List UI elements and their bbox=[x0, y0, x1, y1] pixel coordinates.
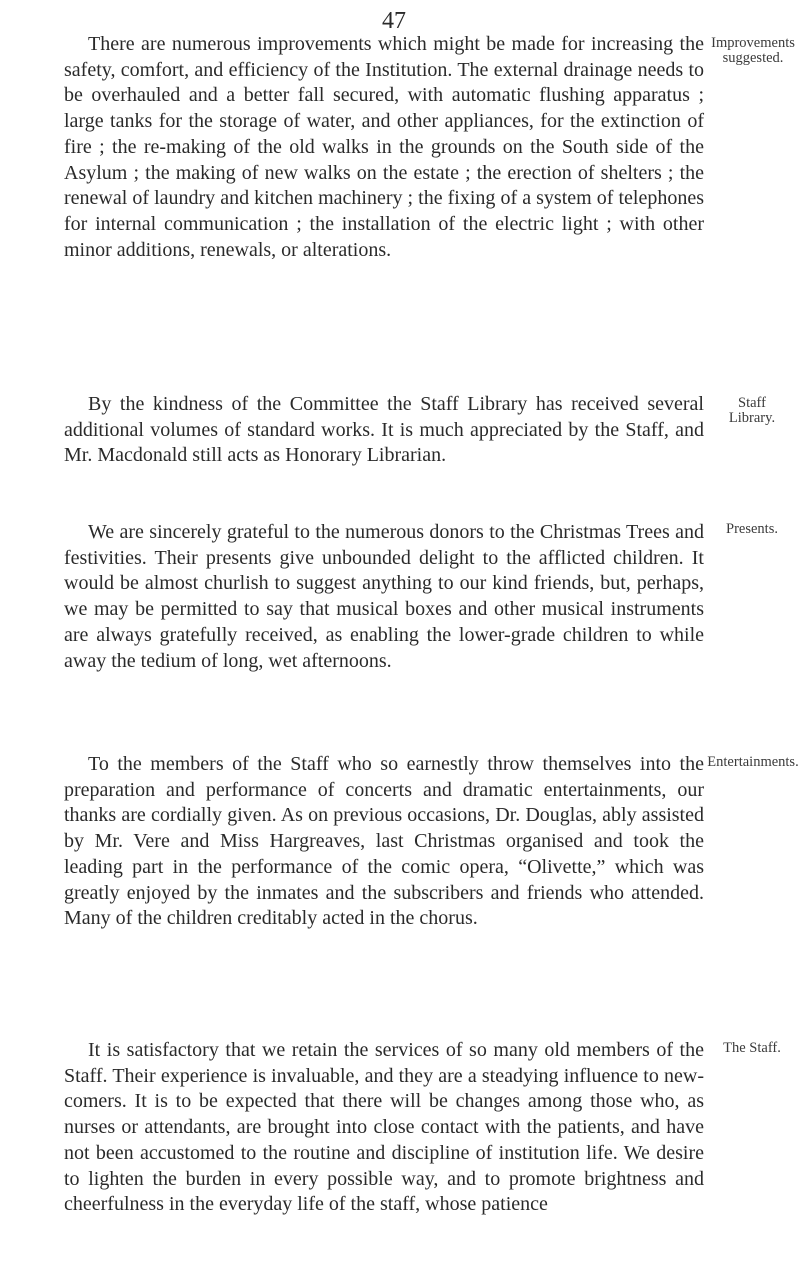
margin-note-entertainments: Entertainments. bbox=[707, 754, 799, 770]
paragraph-entertainments: To the members of the Staff who so earnestly throw themselves into the preparation and performance of concerts and dramatic entertainments, our thanks are cordially given. As on previous occasions, Dr. Douglas, ably assisted by Mr. Vere and Miss Hargreaves, last Christmas organised and took the leading part in the performance of the comic opera, “Olivette,” which was greatly enjoyed by the inmates and the subscribers and friends who attended. Many of the children creditably acted in the chorus. bbox=[64, 753, 704, 930]
paragraph-improvements: There are numerous improvements which might be made for increasing the safety, comfort, and efficiency of the Institution. The external drainage needs to be overhauled and a better fall secured, with automatic flushing apparatus ; large tanks for the storage of water, and other appliances, for the extinction of fire ; the re-making of the old walks in the grounds on the South side of the Asylum ; the making of new walks on the estate ; the erection of shelters ; the renewal of laundry and kitchen machinery ; the fixing of a system of telephones for internal communication ; the installation of the electric light ; with other minor additions, renewals, or alterations. bbox=[64, 33, 704, 261]
page-number: 47 bbox=[382, 8, 406, 34]
margin-note-presents: Presents. bbox=[726, 521, 778, 537]
paragraph-the-staff: It is satisfactory that we retain the services of so many old members of the Staff. Their experience is invaluable, and they are a steadying influence to new-comers. It is to be expected that there will be changes among those who, as nurses or attendants, are brought into close contact with the patients, and have not been accustomed to the routine and discipline of institution life. We desire to lighten the burden in every possible way, and to promote brightness and cheerfulness in the everyday life of the staff, whose patience bbox=[64, 1039, 704, 1216]
margin-note-staff-library: Staff Library. bbox=[728, 395, 776, 426]
margin-note-the-staff: The Staff. bbox=[723, 1040, 781, 1056]
margin-note-improvements: Improvements suggested. bbox=[711, 35, 795, 66]
paragraph-staff-library: By the kindness of the Committee the Staff Library has received several additional volumes of standard works. It is much appreciated by the Staff, and Mr. Macdonald still acts as Honorary Librarian. bbox=[64, 393, 704, 467]
paragraph-presents: We are sincerely grateful to the numerous donors to the Christmas Trees and festivities. Their presents give unbounded delight to the afflicted children. It would be almost churlish to suggest anything to our kind friends, but, perhaps, we may be permitted to say that musical boxes and other musical instruments are always gratefully received, as enabling the lower-grade children to while away the tedium of long, wet afternoons. bbox=[64, 521, 704, 672]
